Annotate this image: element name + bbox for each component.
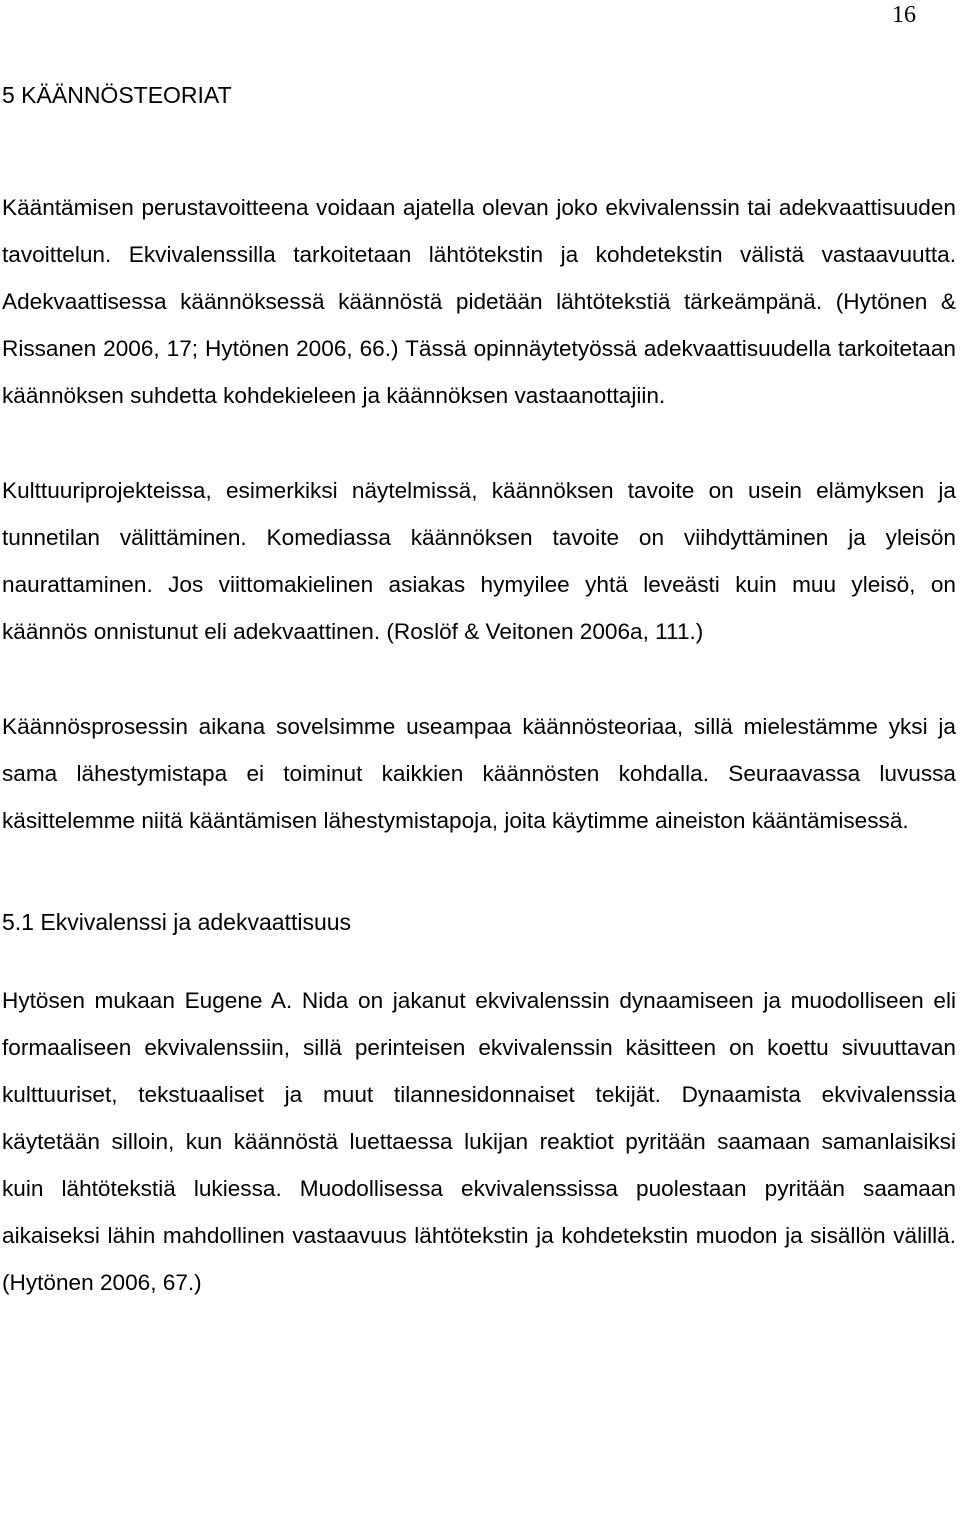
paragraph-translation-process: Käännösprosessin aikana sovelsimme useampaa käännösteoriaa, sillä mielestämme yksi ja sama lähestymistapa ei toiminut kaikkien käännösten kohdalla. Seuraavassa luvussa käsittelemme niitä kääntämisen lähestymistapoja, joita käytimme aineiston kääntämisessä. <box>2 714 956 833</box>
page-number: 16 <box>892 2 916 28</box>
paragraph-cultural-projects: Kulttuuriprojekteissa, esimerkiksi näytelmissä, käännöksen tavoite on usein elämyksen ja tunnetilan välittäminen. Komediassa käännöksen tavoite on viihdyttäminen ja yleisön naurattaminen. Jos viittomakielinen asiakas hymyilee yhtä leveästi kuin muu yleisö, on käännös onnistunut eli adekvaattinen. (Roslöf & Veitonen 2006a, 111.) <box>2 478 956 644</box>
document-body <box>2 72 956 1306</box>
chapter-title: 5 KÄÄNNÖSTEORIAT <box>2 82 232 108</box>
paragraph-equivalence-adequacy: Kääntämisen perustavoitteena voidaan ajatella olevan joko ekvivalenssin tai adekvaattisuuden tavoittelun. Ekvivalenssilla tarkoitetaan lähtötekstin ja kohdetekstin välistä vastaavuutta. Adekvaattisessa käännöksessä käännöstä pidetään lähtötekstiä tärkeämpänä. (Hytönen & Rissanen 2006, 17; Hytönen 2006, 66.) Tässä opinnäytetyössä adekvaattisuudella tarkoitetaan käännöksen suhdetta kohdekieleen ja käännöksen vastaanottajiin. <box>2 195 956 408</box>
section-title: 5.1 Ekvivalenssi ja adekvaattisuus <box>2 909 352 935</box>
paragraph-nida-equivalence: Hytösen mukaan Eugene A. Nida on jakanut ekvivalenssin dynaamiseen ja muodolliseen eli formaaliseen ekvivalenssiin, sillä perinteisen ekvivalenssin käsitteen on koettu sivuuttavan kulttuuriset, tekstuaaliset ja muut tilannesidonnaiset tekijät. Dynaamista ekvivalenssia käytetään silloin, kun käännöstä luettaessa lukijan reaktiot pyritään saamaan samanlaisiksi kuin lähtötekstiä lukiessa. Muodollisessa ekvivalenssissa puolestaan pyritään saamaan aikaiseksi lähin mahdollinen vastaavuus lähtötekstin ja kohdetekstin muodon ja sisällön välillä. (Hytönen 2006, 67.) <box>2 988 956 1295</box>
